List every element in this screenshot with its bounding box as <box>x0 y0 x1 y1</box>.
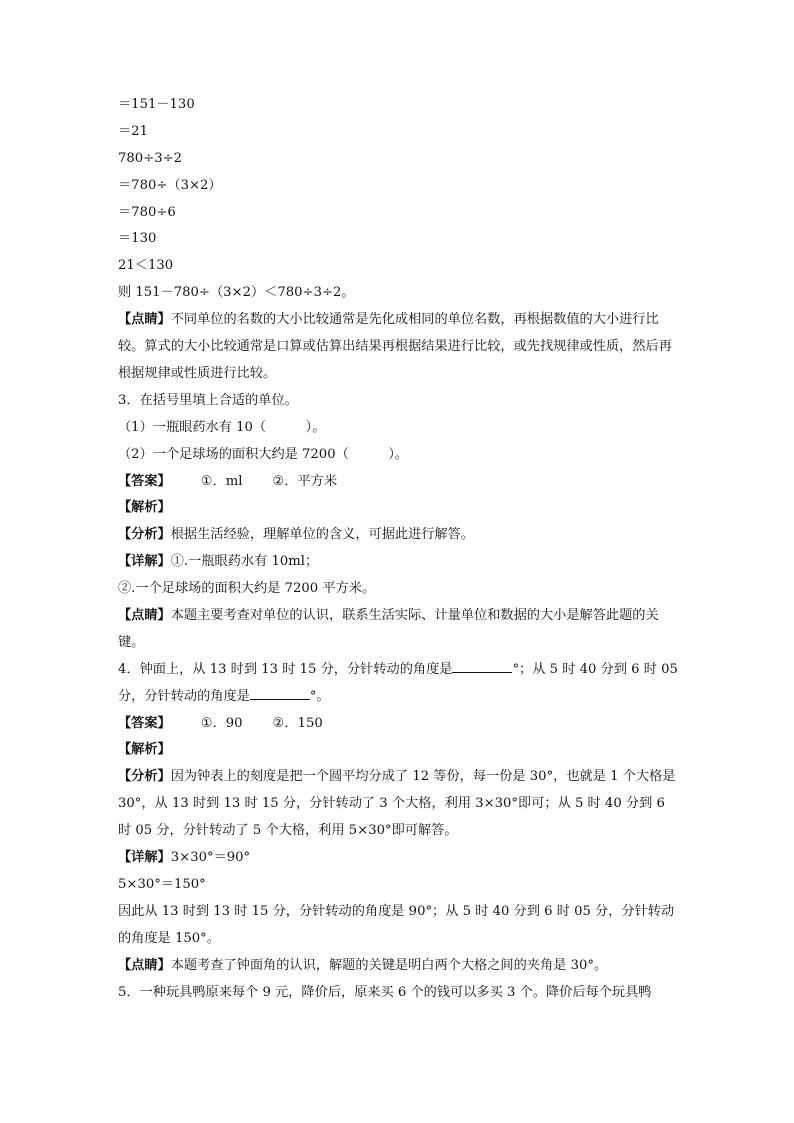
detail-tag: 【详解】 <box>118 850 171 866</box>
dianjing-tag: 【点睛】 <box>118 607 171 623</box>
answer-blank <box>250 687 310 700</box>
detail-text: 3×30°＝90° <box>170 850 251 866</box>
answer-tag: 【答案】 <box>118 715 171 731</box>
calc-line: ＝21 <box>118 123 148 139</box>
fenxi-text: 根据生活经验，理解单位的含义，可据此进行解答。 <box>170 527 475 543</box>
question-4-title <box>118 657 678 711</box>
q4-title-part: °；从 5 时 40 分到 6 时 05 <box>512 661 678 677</box>
question-3-detail-1 <box>118 549 678 576</box>
calc-line: ＝780÷6 <box>118 204 176 220</box>
calc-conclusion: 则 151－780÷（3×2）＜780÷3÷2。 <box>118 285 355 301</box>
q4-title-part: °。 <box>309 688 330 704</box>
fenxi-tag: 【分析】 <box>118 769 171 785</box>
document-page <box>118 92 678 1006</box>
question-4-fenxi <box>118 764 678 845</box>
note-tag: 【点睛】 <box>118 312 171 328</box>
calc-line: ＝780÷（3×2） <box>118 177 222 193</box>
question-4-detail-3: 因此从 13 时到 13 时 15 分，分针转动的角度是 90°；从 5 时 40 分到 6 时 05 分，分针转动的角度是 150°。 <box>118 903 675 946</box>
calc-line: 21＜130 <box>118 258 174 274</box>
answer-value: ②．150 <box>272 715 323 731</box>
dianjing-text: 本题主要考查对单位的认识，联系生活实际、计量单位和数据的大小是解答此题的关键。 <box>118 607 659 650</box>
answer-value: ②．平方米 <box>272 473 338 489</box>
question-3-dianjing <box>118 603 678 657</box>
calc-line: ＝151－130 <box>118 97 195 112</box>
question-4-dianjing <box>118 953 678 980</box>
dianjing-tag: 【点睛】 <box>118 957 171 973</box>
dianjing-text: 本题考查了钟面角的认识，解题的关键是明白两个大格之间的夹角是 30°。 <box>170 957 608 973</box>
question-3-answer <box>118 469 678 496</box>
question-5-title: 5．一种玩具鸭原来每个 9 元，降价后，原来买 6 个的钱可以多买 3 个。降价后每个玩具鸭 <box>118 984 652 1000</box>
answer-blank <box>452 660 512 673</box>
detail-tag: 【详解】 <box>118 554 171 570</box>
calc-line: ＝130 <box>118 231 157 247</box>
note-paragraph <box>118 307 678 388</box>
question-3-detail-2: ②.一个足球场的面积大约是 7200 平方米。 <box>118 581 376 597</box>
analysis-tag: 【解析】 <box>118 742 171 758</box>
answer-value: ①．90 <box>200 715 243 731</box>
q4-title-part: 4．钟面上，从 13 时到 13 时 15 分，分针转动的角度是 <box>118 661 453 677</box>
note-text: 不同单位的名数的大小比较通常是先化成相同的单位名数，再根据数值的大小进行比较。算式的大小比较通常是口算或估算出结果再根据结果进行比较，或先找规律或性质，然后再根据规律或性质进行比较。 <box>118 312 672 381</box>
question-4-detail-1 <box>118 845 678 872</box>
detail-text: ①.一瓶眼药水有 10ml； <box>170 554 319 570</box>
question-3-fenxi <box>118 522 678 549</box>
q4-title-part: 分，分针转动的角度是 <box>118 688 250 704</box>
fenxi-text: 因为钟表上的刻度是把一个圆平均分成了 12 等份，每一份是 30°，也就是 1 个大格是 30°，从 13 时到 13 时 15 分，分针转动了 3 个大格，利用 3×30°即可；从 5 时 40 分到 6 时 05 分，分针转动了 5 个大格，利用 5×30°即可解答。 <box>118 769 676 839</box>
calc-line: 780÷3÷2 <box>118 150 183 166</box>
analysis-tag: 【解析】 <box>118 500 171 516</box>
answer-tag: 【答案】 <box>118 473 171 489</box>
question-3-item-1: （1）一瓶眼药水有 10（ ）。 <box>118 419 326 435</box>
question-3-item-2: （2）一个足球场的面积大约是 7200（ ）。 <box>118 446 409 462</box>
answer-value: ①．ml <box>200 473 243 489</box>
fenxi-tag: 【分析】 <box>118 527 171 543</box>
question-3-title: 3．在括号里填上合适的单位。 <box>118 392 298 408</box>
question-4-detail-2: 5×30°＝150° <box>118 876 206 892</box>
question-4-answer <box>118 711 678 738</box>
